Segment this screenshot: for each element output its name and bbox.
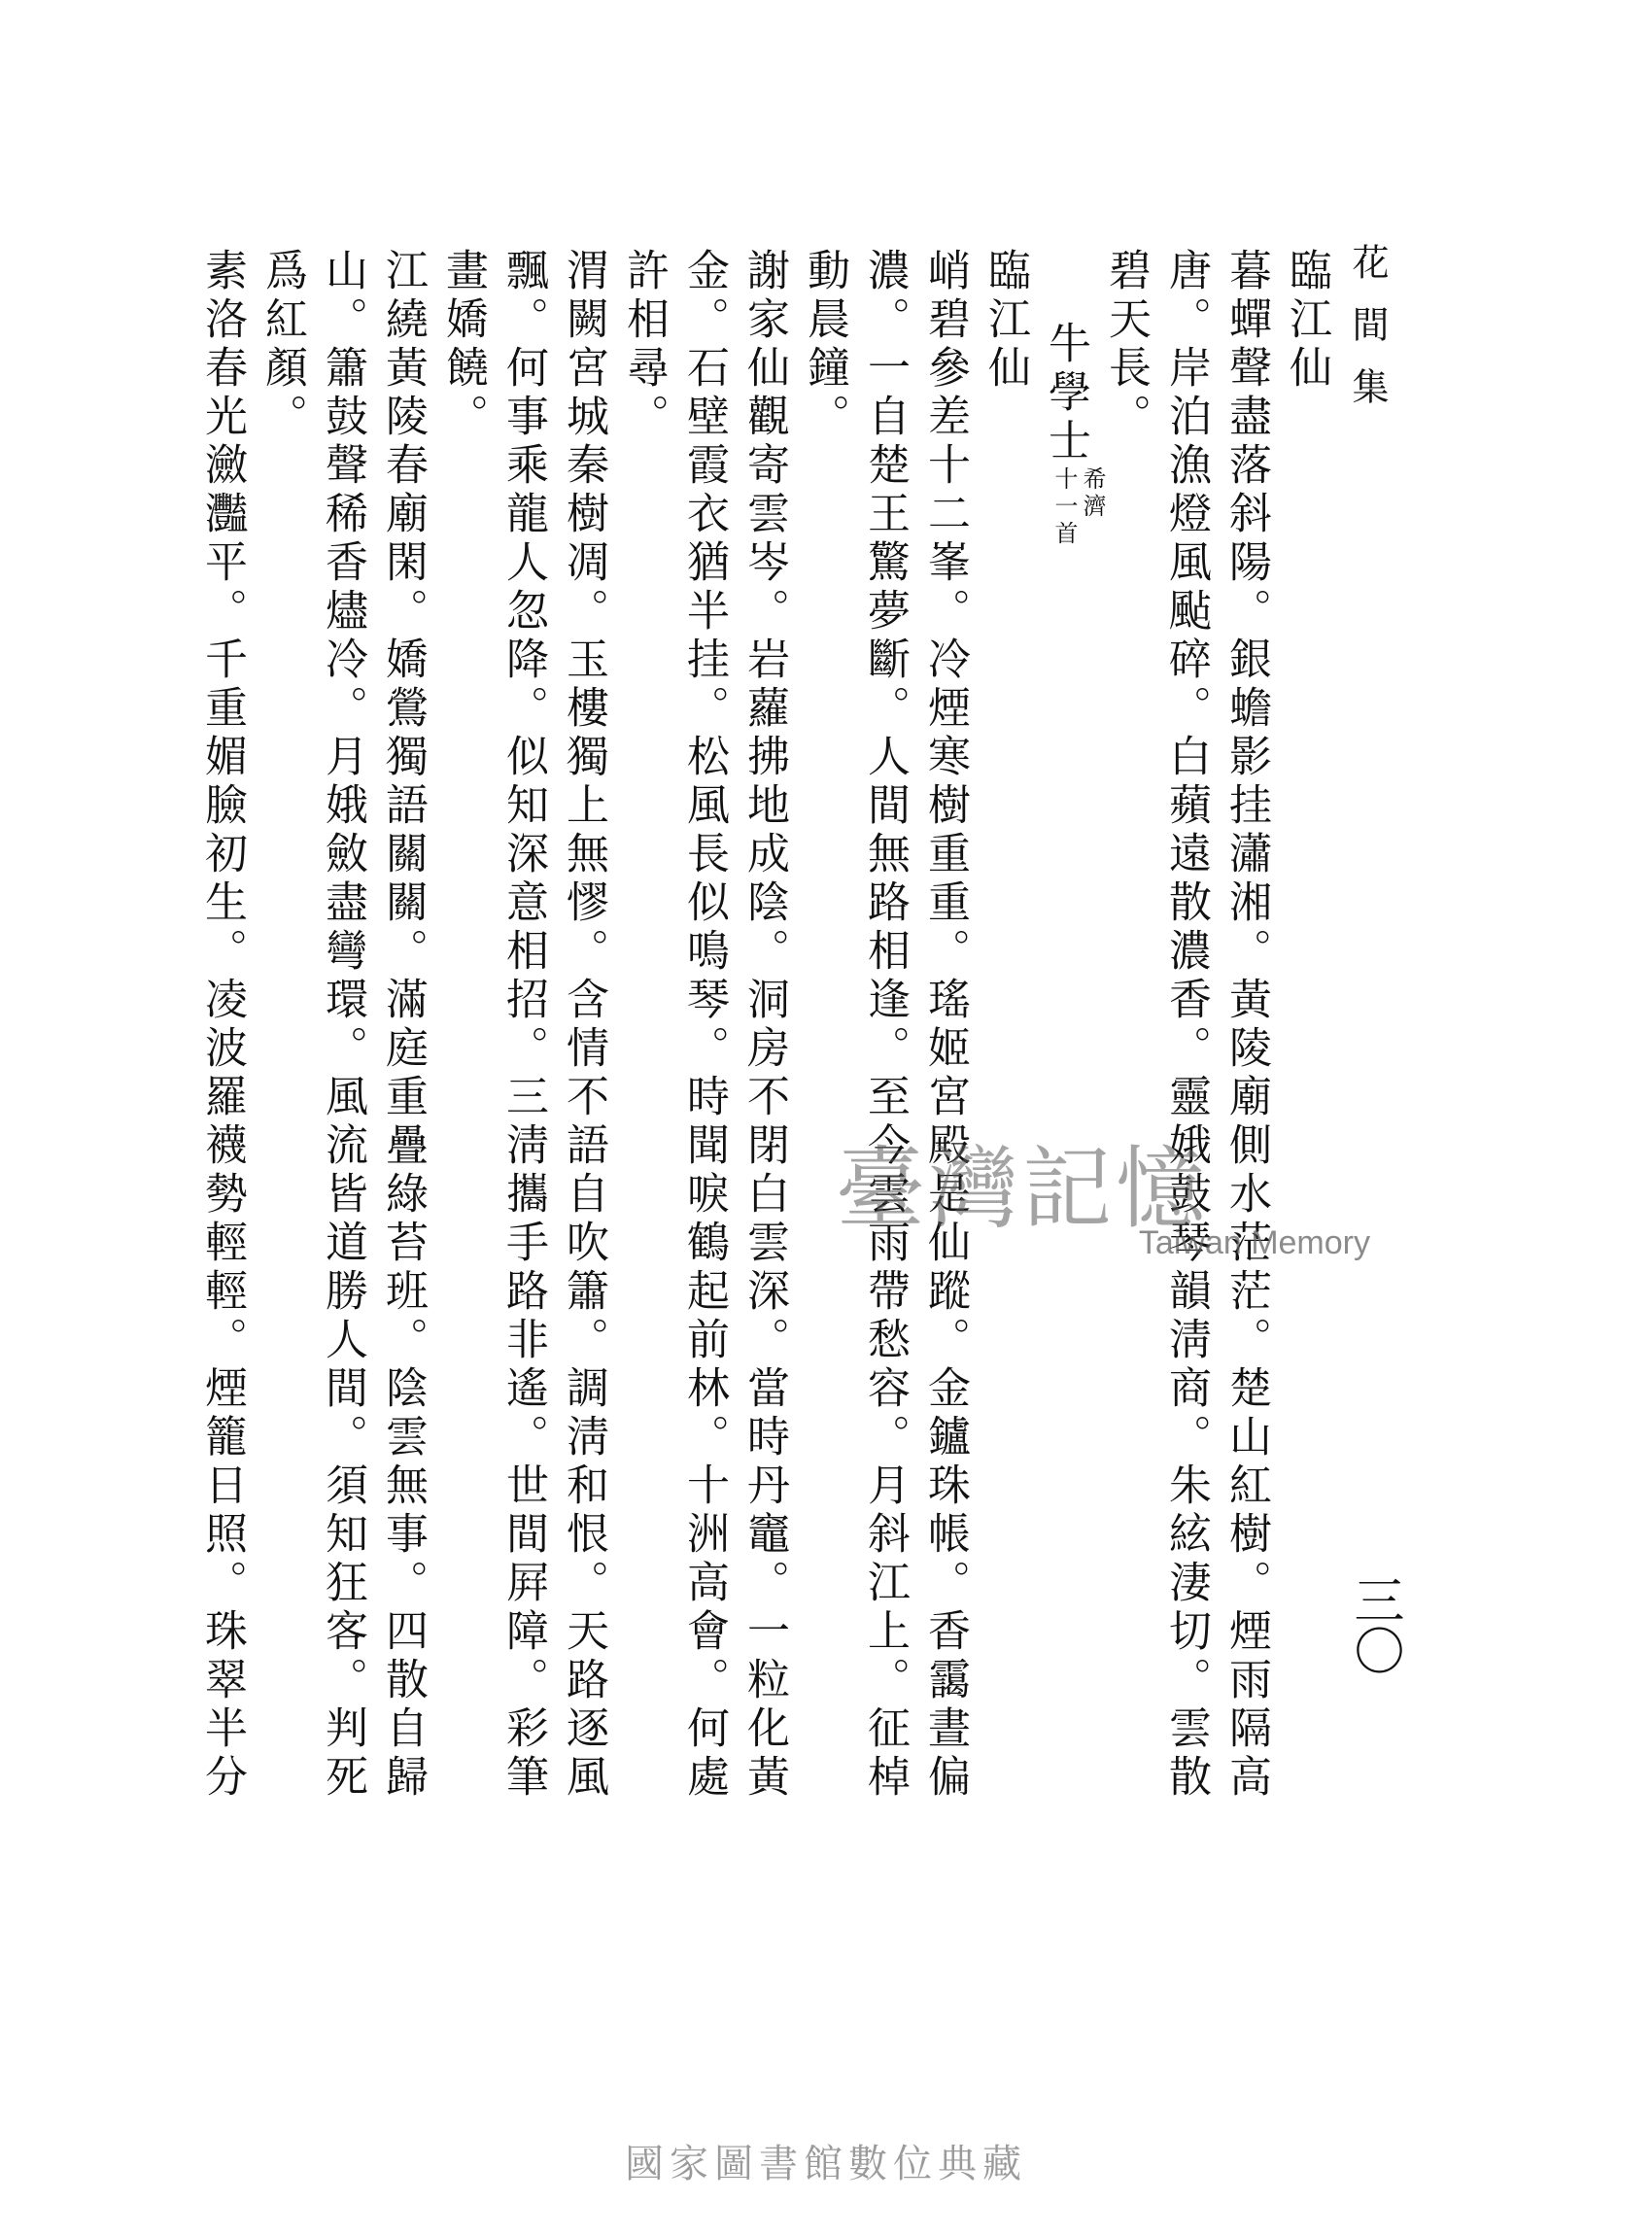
watermark-logo (836, 1118, 1380, 1302)
text-column: 山。簫鼓聲稀香燼冷。月娥斂盡彎環。風流皆道勝人間。須知狂客。判死 (318, 248, 367, 1803)
poem-title: 臨江仙 (981, 248, 1030, 394)
author-name: 牛學士 (1041, 321, 1090, 466)
watermark-subtext: Taiwan Memory (1138, 1224, 1370, 1261)
author-given-name: 希濟 (1079, 466, 1106, 521)
text-column: 暮蟬聲盡落斜陽。銀蟾影挂瀟湘。黃陵廟側水茫茫。楚山紅樹。煙雨隔高 (1222, 248, 1271, 1803)
text-column: 爲紅顏。 (258, 248, 307, 442)
poem-count: 十一首 (1050, 466, 1078, 548)
footer-caption: 國家圖書館數位典藏 (625, 2142, 1027, 2186)
text-column: 謝家仙觀寄雲岑。岩蘿拂地成陰。洞房不閉白雲深。當時丹竈。一粒化黃 (740, 248, 789, 1803)
text-column: 飄。何事乘龍人忽降。似知深意相招。三淸攜手路非遙。世間屛障。彩筆 (499, 248, 548, 1803)
text-column: 畫嬌饒。 (438, 248, 488, 442)
text-column: 峭碧參差十二峯。冷煙寒樹重重。瑤姬宮殿是仙蹤。金鑪珠帳。香靄晝偏 (920, 248, 970, 1803)
text-column: 動晨鐘。 (800, 248, 849, 442)
poem-title: 臨江仙 (1282, 248, 1331, 394)
text-column: 唐。岸泊漁燈風颭碎。白蘋遠散濃香。靈娥鼓琴韻淸商。朱絃淒切。雲散 (1161, 248, 1211, 1803)
text-column: 渭闕宮城秦樹凋。玉樓獨上無憀。含情不語自吹簫。調淸和恨。天路逐風 (559, 248, 608, 1803)
text-column: 碧天長。 (1101, 248, 1151, 442)
watermark-text: 臺灣記憶 (836, 1137, 1210, 1241)
text-column: 濃。一自楚王驚夢斷。人間無路相逢。至今雲雨帶愁容。月斜江上。征棹 (860, 248, 910, 1803)
text-column: 江繞黃陵春廟閑。嬌鶯獨語關關。滿庭重疊綠苔班。陰雲無事。四散自歸 (378, 248, 428, 1803)
text-column: 素洛春光瀲灩平。千重媚臉初生。凌波羅襪勢輕輕。煙籠日照。珠翠半分 (197, 248, 247, 1803)
text-column: 許相尋。 (619, 248, 669, 442)
text-column: 金。石壁霞衣猶半挂。松風長似鳴琴。時聞唳鶴起前林。十洲高會。何處 (679, 248, 729, 1803)
book-title: 花間集 (1346, 243, 1389, 430)
page-number: 三〇 (1345, 1574, 1403, 1675)
